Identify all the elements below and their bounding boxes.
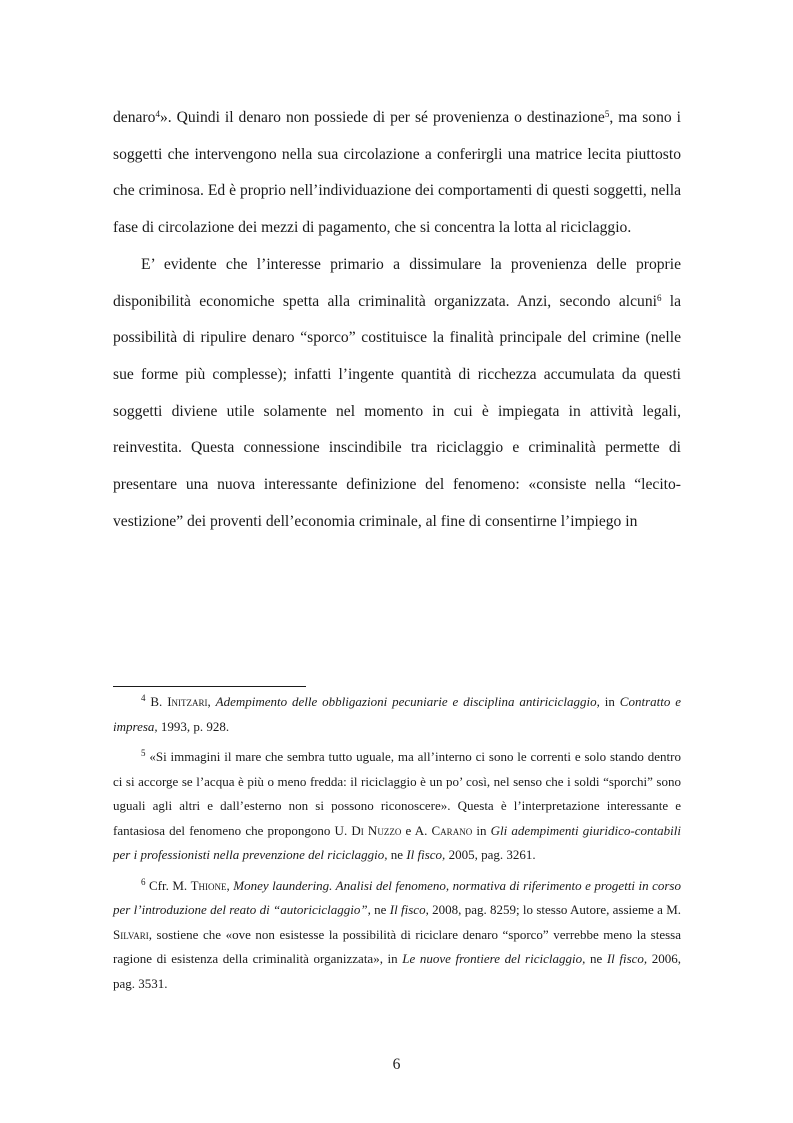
- footnote-5: $^5$ «Si immagini il mare che sembra tutto uguale, ma all’interno ci sono le correnti e solo stando dentro ci si accorge se l’acqua è più o meno fredda: il riciclaggio è un po’ così, nel senso che i soldi “sporchi” sono uguali agli altri e dall’esterno non si possono riconoscere». Questa è l’interpretazione interessante e fantasiosa del fenomeno che propongono U. Di Nuzzo e A. Carano in Gli adempimenti giuridico-contabili per i professionisti nella prevenzione del riciclaggio, ne Il fisco, 2005, pag. 3261.: [113, 748, 681, 862]
- footnote-ref-5[interactable]: 5: [604, 109, 610, 119]
- page-number: 6: [392, 1056, 401, 1073]
- footnote-separator: [113, 686, 306, 687]
- paragraph-2: E’ evidente che l’interesse primario a dissimulare la provenienza delle proprie disponibilità economiche spetta alla criminalità organizzata. Anzi, secondo alcuni$^6$ la possibilità di ripulire denaro “sporco” costituisce la finalità principale del crimine (nelle sue forme più complesse); infatti l’ingente quantità di ricchezza accumulata da questi soggetti diviene utile solamente nel momento in cui è impiegata in attività legali, reinvestita. Questa connessione inscindibile tra riciclaggio e criminalità permette di presentare una nuova interessante definizione del fenomeno: «consiste nella “lecito-vestizione” dei proventi dell’economia criminale, al fine di consentirne l’impiego in: [113, 255, 681, 530]
- footnote-ref-6[interactable]: 6: [656, 292, 662, 303]
- footnotes: [113, 690, 681, 996]
- paragraph-1: denaro$^4$». Quindi il denaro non possiede di per sé provenienza o destinazione$^5$, ma sono i soggetti che intervengono nella sua circolazione a conferirgli una matrice lecita piuttosto che criminosa. Ed è proprio nell’individuazione dei comportamenti di questi soggetti, nella fase di circolazione dei mezzi di pagamento, che si concentra la lotta al riciclaggio.: [113, 109, 681, 237]
- main-text: [113, 100, 681, 540]
- footnote-4: $^4$ B. Initzari, Adempimento delle obbligazioni pecuniarie e disciplina antiriciclaggio, in Contratto e impresa, 1993, p. 928.: [113, 693, 682, 734]
- footnote-ref-4[interactable]: 4: [155, 109, 160, 119]
- footnote-6: $^6$ Cfr. M. Thione, Money laundering. Analisi del fenomeno, normativa di riferimento e progetti in corso per l’introduzione del reato di “autoriciclaggio”, ne Il fisco, 2008, pag. 8259; lo stesso Autore, assieme a M. Silvari, sostiene che «ove non esistesse la possibilità di riciclare denaro “sporco” verrebbe meno la stessa ragione di esistenza della criminalità organizzata», in Le nuove frontiere del riciclaggio, ne Il fisco, 2006, pag. 3531.: [113, 876, 681, 991]
